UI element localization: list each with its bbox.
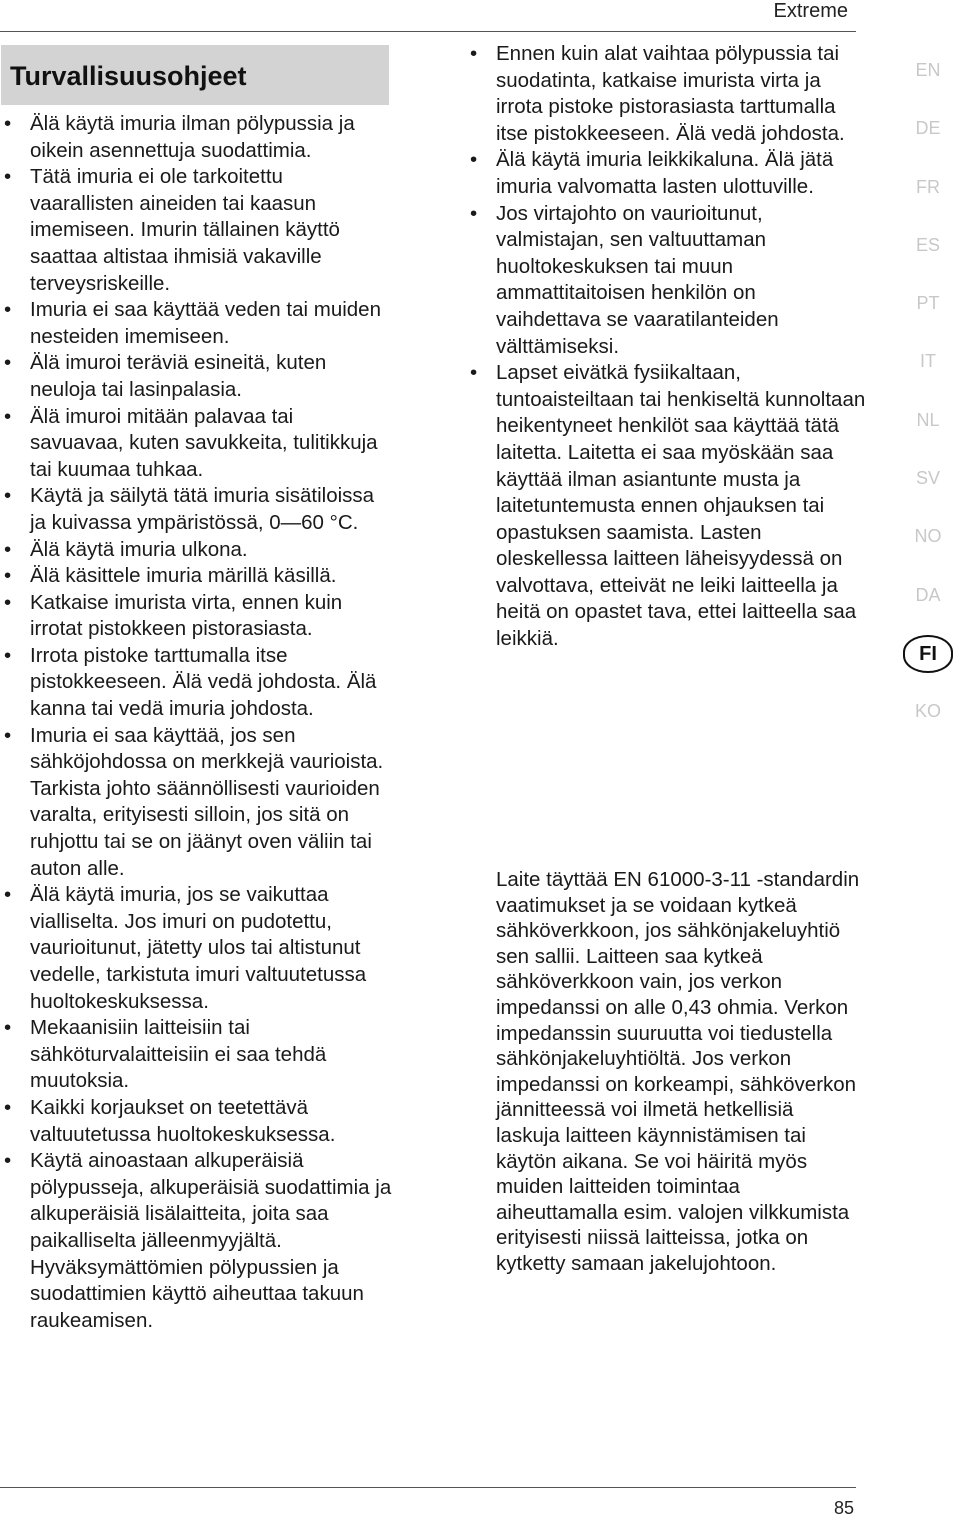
language-tab-no: NO	[914, 526, 942, 547]
safety-item: • Imuria ei saa käyttää veden tai muiden nesteiden imemiseen.	[0, 297, 392, 350]
safety-item: • Imuria ei saa käyttää, jos sen sähköjohdossa on merkkejä vaurioista. Tarkista johto säännöllisesti vaurioiden varalta, erityisesti silloin, jos sitä on ruhjottu tai se on jäänyt oven väliin tai auton alle.	[0, 723, 392, 883]
language-tab-sv: SV	[915, 468, 940, 489]
language-tab-fi-active	[896, 635, 960, 693]
safety-item: • Käytä ainoastaan alkuperäisiä pölypusseja, alkuperäisiä suodattimia ja alkuperäisiä lisälaitteita, joita saa paikalliselta jälleenmyyjältä. Hyväksymättömien pölypussien ja suodattimien käyttö aiheuttaa takuun raukeamisen.	[0, 1148, 392, 1334]
safety-item: • Älä imuroi mitään palavaa tai savuavaa, kuten savukkeita, tulitikkuja tai kuumaa tuhkaa.	[0, 404, 392, 484]
language-tab-en: EN	[915, 60, 941, 80]
safety-item: • Ennen kuin alat vaihtaa pölypussia tai suodatinta, katkaise imurista virta ja irrota pistoke pistorasiasta tarttumalla itse pistokkeeseen. Älä vedä johdosta.	[466, 41, 866, 147]
emc-note	[496, 867, 860, 1277]
language-tab-de: DE	[915, 118, 941, 139]
model-name: Extreme	[773, 0, 848, 22]
language-tab-ko: KO	[914, 701, 941, 722]
page-number: 85	[833, 1498, 854, 1518]
section-title-bar	[1, 45, 389, 105]
safety-item: • Älä käytä imuria, jos se vaikuttaa vialliselta. Jos imuri on pudotettu, vaurioitunut, jätetty ulos tai altistunut vedelle, tarkistuta imuri valtuutetussa huoltokeskuksessa.	[0, 882, 392, 1015]
safety-item: • Mekaanisiin laitteisiin tai sähköturvalaitteisiin ei saa tehdä muutoksia.	[0, 1015, 392, 1095]
safety-item: • Käytä ja säilytä tätä imuria sisätiloissa ja kuivassa ympäristössä, 0—60 °C.	[0, 483, 392, 536]
language-tab-da: DA	[915, 584, 941, 605]
safety-item: • Älä käytä imuria leikkikaluna. Älä jätä imuria valvomatta lasten ulottuville.	[466, 147, 866, 200]
emc-note-text: Laite täyttää EN 61000-3-11 -standardin vaatimukset ja se voidaan kytkeä sähköverkkoon, jos sähkönjakeluyhtiö sen sallii. Laitteen saa kytkeä sähköverkkoon vain, jos verkon impedanssi on alle 0,43 ohmia. Verkon impedanssin suuruutta voi tiedustella sähkönjakeluyhtiöltä. Jos verkon impedanssi on korkeampi, sähköverkon jännitteessä voi ilmetä hetkellisiä laskuja laitteen käynnistämisen tai käytön aikana. Se voi häiritä myös muiden laitteiden toimintaa aiheuttamalla esim. valojen vilkkumista erityisesti niissä laitteissa, jotka on kytketty samaan jakelujohtoon.	[496, 868, 860, 1275]
language-tab-fr: FR	[916, 176, 940, 197]
safety-item: • Tätä imuria ei ole tarkoitettu vaarallisten aineiden tai kaasun imemiseen. Imurin tällainen käyttö saattaa altistaa ihmisiä vakaville terveysriskeille.	[0, 164, 392, 297]
safety-list-right	[466, 41, 866, 653]
safety-list-left	[0, 111, 392, 1334]
safety-item: • Kaikki korjaukset on teetettävä valtuutetussa huoltokeskuksessa.	[0, 1095, 392, 1148]
safety-item: • Älä käytä imuria ilman pölypussia ja oikein asennettuja suodattimia.	[0, 111, 392, 164]
safety-item: • Lapset eivätkä fysiikaltaan, tuntoaisteiltaan tai henkiseltä kunnoltaan heikentyneet henkilöt saa käyttää tätä laitetta. Laitetta ei saa myöskään saa käyttää ilman asiantunte musta ja laitetuntemusta ennen ohjauksen tai opastuksen saamista. Lasten oleskellessa laitteen läheisyydessä on valvottava, etteivät ne leiki laitteella ja heitä on opastet tava, ettei laitteella saa leikkiä.	[466, 360, 866, 653]
language-tab-es: ES	[915, 234, 940, 255]
language-index	[896, 52, 960, 752]
footer-divider	[0, 1487, 856, 1488]
left-column	[0, 111, 392, 1334]
language-tab-fi-label: FI	[903, 635, 953, 673]
safety-item: • Irrota pistoke tarttumalla itse pistokkeeseen. Älä vedä johdosta. Älä kanna tai vedä imuria johdosta.	[0, 643, 392, 723]
language-tab-nl: NL	[916, 409, 940, 430]
header-divider	[0, 31, 856, 32]
right-column	[466, 41, 866, 653]
safety-item: • Älä käytä imuria ulkona.	[0, 537, 392, 564]
language-tab-it: IT	[920, 351, 936, 372]
language-tab-pt: PT	[916, 293, 940, 314]
safety-item: • Jos virtajohto on vaurioitunut, valmistajan, sen valtuuttaman huoltokeskuksen tai muun ammattitaitoisen henkilön on vaihdettava se vaaratilanteiden välttämiseksi.	[466, 201, 866, 361]
section-title: Turvallisuusohjeet	[10, 61, 247, 91]
safety-item: • Älä imuroi teräviä esineitä, kuten neuloja tai lasinpalasia.	[0, 350, 392, 403]
safety-item: • Älä käsittele imuria märillä käsillä.	[0, 563, 392, 590]
safety-item: • Katkaise imurista virta, ennen kuin irrotat pistokkeen pistorasiasta.	[0, 590, 392, 643]
